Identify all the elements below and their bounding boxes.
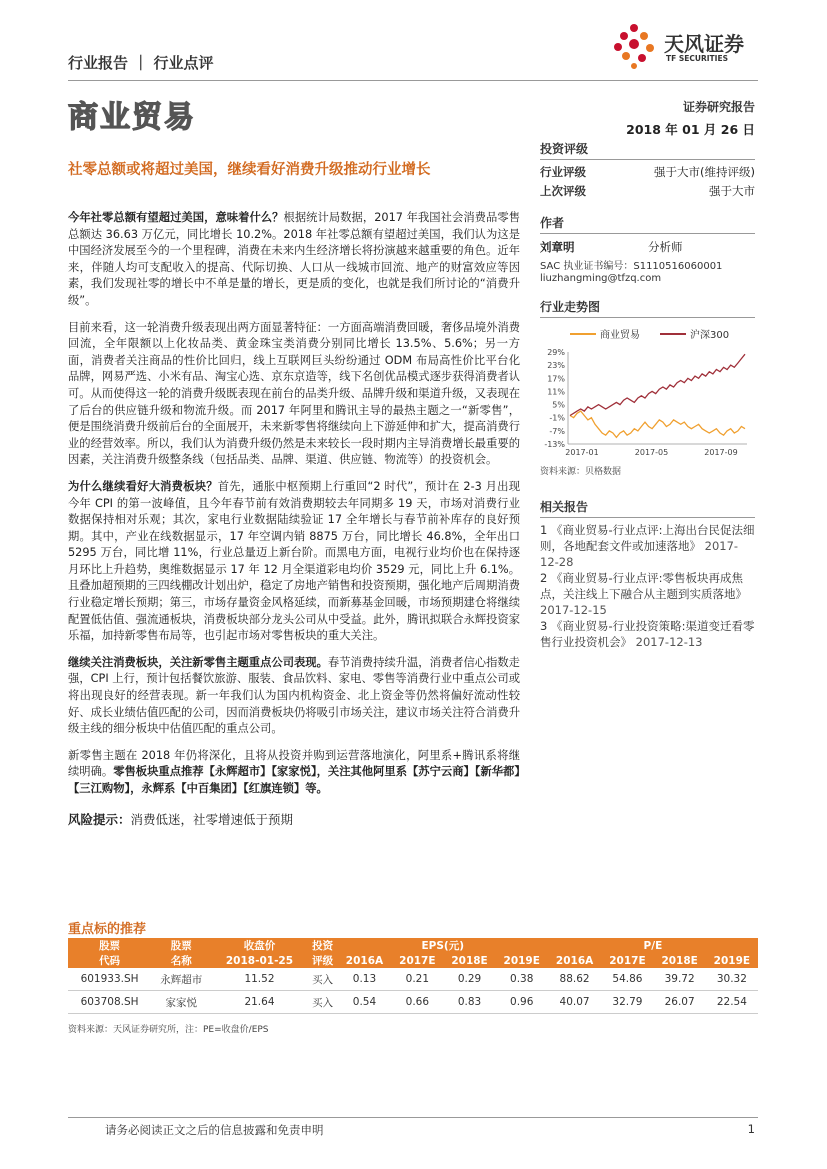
last-rating-label: 上次评级 [540, 184, 586, 198]
table-cell: 买入 [308, 968, 338, 991]
table-header: 2017E [391, 953, 443, 968]
industry-title: 商业贸易 [68, 100, 196, 135]
report-date: 2018 年 01 月 26 日 [626, 122, 755, 137]
body-text [68, 210, 520, 828]
table-cell: 601933.SH [68, 968, 151, 991]
trend-source: 资料来源：贝格数据 [540, 467, 622, 477]
author-line [540, 239, 755, 255]
related-section [540, 498, 755, 650]
table-cell: 40.07 [548, 991, 602, 1014]
y-tick-label: 29% [547, 348, 565, 357]
table-header: 投资 [308, 938, 338, 953]
table-cell: 30.32 [706, 968, 758, 991]
logo-subtext: TF SECURITIES [666, 54, 728, 63]
header-divider [68, 80, 758, 81]
table-row [68, 968, 758, 991]
report-type: 行业报告 ｜ 行业点评 [68, 54, 214, 72]
p4-lead: 继续关注消费板块，关注新零售主题重点公司表现。 [68, 655, 328, 669]
y-tick-label: 11% [547, 387, 565, 397]
rating-section [540, 140, 755, 199]
logo-text: 天风证券 [664, 32, 744, 56]
table-header: 股票 [68, 938, 151, 953]
y-tick-label: 5% [552, 400, 565, 410]
series-line [570, 354, 745, 415]
y-tick-label: 17% [547, 374, 565, 384]
related-item[interactable]: 1 《商业贸易-行业点评:上海出台民促法细则，各地配套文件或加速落地》 2017-12-28 [540, 523, 755, 569]
disclaimer: 请务必阅读正文之后的信息披露和免责申明 [105, 1123, 324, 1137]
p1-lead: 今年社零总额有望超过美国，意味着什么？ [68, 211, 284, 224]
table-header: 2017E [601, 953, 653, 968]
rating-title: 投资评级 [540, 140, 755, 160]
table-header: EPS(元) [338, 938, 548, 953]
trend-title: 行业走势图 [540, 298, 755, 318]
paragraph-5: 新零售主题在 2018 年仍将深化，且将从投资并购到运营落地演化，阿里系+腾讯系将继续明确。零售板块重点推荐【永辉超市】【家家悦】，关注其他阿里系【苏宁云商】【新华都】【三江购物】，永辉系【中百集团】【红旗连锁】等。 [68, 748, 520, 795]
table-header: 2018-01-25 [211, 953, 307, 968]
table-cell: 永辉超市 [151, 968, 211, 991]
table-title: 重点标的推荐 [68, 922, 147, 937]
author-cert: SAC 执业证书编号：S1110516060001 [540, 261, 723, 272]
table-row [68, 991, 758, 1014]
table-header: 股票 [151, 938, 211, 953]
x-tick-label: 2017-01 [565, 448, 599, 457]
last-rating-value: 强于大市 [709, 184, 755, 198]
footer-divider [68, 1117, 758, 1118]
paragraph-4: 继续关注消费板块，关注新零售主题重点公司表现。春节消费持续升温，消费者信心指数走强，CPI 上行，预计包括餐饮旅游、服装、食品饮料、家电、零售等消费行业中重点公司或将出现良好的经营表现。新一年我们认为国内机构资金、北上资金等仍然将偏好流动性较好、成长业绩估值匹配的公司，因而消费板块仍将吸引市场关注，建议市场关注符合消费升级主线的细分板块中估值匹配的重点公司。 [68, 655, 520, 736]
legend-label: 商业贸易 [600, 330, 640, 341]
table-cell: 26.07 [654, 991, 706, 1014]
table-header: 评级 [308, 953, 338, 968]
table-cell: 39.72 [654, 968, 706, 991]
table-cell: 0.38 [496, 968, 548, 991]
table-cell: 21.64 [211, 991, 307, 1014]
table-footnote: 资料来源：天风证券研究所，注：PE=收盘价/EPS [68, 1025, 269, 1035]
table-header-row-1 [68, 938, 758, 953]
table-header: 2018E [654, 953, 706, 968]
author-title: 作者 [540, 214, 755, 234]
related-item[interactable]: 2 《商业贸易-行业点评:零售板块再成焦点，关注线上下融合从主题到实质落地》 2017-12-15 [540, 571, 747, 617]
table-header: 2019E [706, 953, 758, 968]
table-cell: 88.62 [548, 968, 602, 991]
table-header: 2016A [548, 953, 602, 968]
trend-chart [540, 322, 755, 462]
table-cell: 0.66 [391, 991, 443, 1014]
table-header: 名称 [151, 953, 211, 968]
paragraph-3: 为什么继续看好大消费板块？首先，通胀中枢预期上行重回“2 时代”，预计在 2-3 月出现今年 CPI 的第一波峰值，且今年春节前有效消费期较去年同期多 19 天，市场对消费行业数据保持相对乐观；其次，家电行业数据陆续验证 17 全年增长与春节前补库存的良好预期。其中，产业在线数据显示，17 年空调内销 8875 万台，同比增长 46.8%，全年出口 5295 万台，同比增 11%，行业总量迈上新台阶。而黑电方面，电视行业均价也在保持逐月环比上升趋势，奥维数据显示 17 年 12 月全渠道彩电均价 3529 元，同比上升 6.1%。且叠加超预期的三四线棚改计划出炉，稳定了房地产销售和投资预期，强化地产后周期消费行业稳定增长预期；第三，市场存量资金风格延续，而新募基金回暖，市场预期建仓将继续配置低估值、强流通板块，消费板块部分龙头公司从中受益。此外，腾讯拟联合永辉投资家乐福，加持新零售布局等，也引起市场对零售板块的重大关注。 [68, 479, 520, 643]
risk-warning: 风险提示：消费低迷，社零增速低于预期 [68, 811, 294, 827]
table-header: P/E [548, 938, 758, 953]
author-email[interactable]: liuzhangming@tfzq.com [540, 273, 662, 284]
x-tick-label: 2017-05 [634, 448, 669, 457]
x-tick-label: 2017-09 [704, 448, 738, 457]
logo-mark-icon [610, 22, 660, 70]
table-header: 2016A [338, 953, 392, 968]
table-cell: 买入 [308, 991, 338, 1014]
y-tick-label: -7% [549, 426, 565, 436]
table-cell: 54.86 [601, 968, 653, 991]
stock-table [68, 938, 758, 1014]
table-cell: 0.21 [391, 968, 443, 991]
y-tick-label: -1% [549, 413, 565, 423]
table-header-row-2 [68, 953, 758, 968]
author-name: 刘章明 [540, 240, 575, 254]
table-cell: 0.96 [496, 991, 548, 1014]
page-number: 1 [747, 1122, 755, 1136]
table-cell: 家家悦 [151, 991, 211, 1014]
table-header: 2018E [443, 953, 495, 968]
related-list [540, 522, 755, 650]
trend-section [540, 298, 755, 477]
related-item[interactable]: 3 《商业贸易-行业投资策略:渠道变迁看零售行业投资机会》 2017-12-13 [540, 619, 755, 649]
p3-lead: 为什么继续看好大消费板块？ [68, 479, 218, 493]
rating-row [540, 164, 755, 180]
rating-label: 行业评级 [540, 165, 586, 179]
author-role: 分析师 [648, 240, 683, 254]
series-line [570, 411, 745, 437]
table-cell: 11.52 [211, 968, 307, 991]
table-cell: 0.29 [443, 968, 495, 991]
paragraph-2: 目前来看，这一轮消费升级表现出两方面显著特征：一方面高端消费回暖，奢侈品境外消费回流，全年限额以上化妆品类、黄金珠宝类消费分别同比增长 13.5%、5.6%；另一方面，消费者关注商品的性价比回归，线上互联网巨头纷纷通过 ODM 布局高性价比平台化品牌，网易严选、小米有品、淘宝心选、京东京造等，线下名创优品模式逐步获得消费者认可。从而使得这一轮的消费升级既表现在前台的品类升级、品牌升级和渠道升级，又表现在了后台的供应链升级和物流升级。而 2017 年阿里和腾讯主导的最热主题之一“新零售”，便是围绕消费升级前后台的全面展开，未来新零售将继续向上下游延伸和扩大，提高消费行业的经营效率。所以，我们认为消费升级仍然是未来较长一段时期内主导消费增长最重要的因素，关注消费升级整条线（包括品类、品牌、渠道、供应链、物流等）的投资机会。 [68, 320, 520, 467]
legend-label: 沪深300 [690, 330, 730, 341]
table-header: 代码 [68, 953, 151, 968]
table-cell: 0.13 [338, 968, 392, 991]
company-logo [610, 22, 744, 74]
table-cell: 32.79 [601, 991, 653, 1014]
rating-value: 强于大市(维持评级) [654, 165, 755, 179]
table-cell: 603708.SH [68, 991, 151, 1014]
research-label: 证券研究报告 [682, 100, 755, 114]
table-cell: 0.54 [338, 991, 392, 1014]
table-cell: 0.83 [443, 991, 495, 1014]
last-rating-row [540, 183, 755, 199]
table-header: 收盘价 [211, 938, 307, 953]
table-cell: 22.54 [706, 991, 758, 1014]
p5-recommend: 零售板块重点推荐【永辉超市】【家家悦】，关注其他阿里系【苏宁云商】【新华都】【三江购物】，永辉系【中百集团】【红旗连锁】等。 [68, 765, 520, 795]
author-section [540, 214, 755, 284]
y-tick-label: -13% [544, 440, 565, 449]
table-header: 2019E [496, 953, 548, 968]
paragraph-1: 今年社零总额有望超过美国，意味着什么？根据统计局数据，2017 年我国社会消费品零售总额达 36.63 万亿元，同比增长 10.2%。2018 年社零总额有望超过美国，我们认为这是中国经济发展至今的一个里程碑，消费在未来内生经济增长将扮演越来越重要的角色。近年来，伴随人均可支配收入的提高、代际切换、人口从一线城市回流、地产的财富效应等因素，我们发现社零的增长中不单是量的增长，更是质的变化，也就是我们所讨论的“消费升级”。 [68, 211, 520, 307]
headline: 社零总额或将超过美国，继续看好消费升级推动行业增长 [68, 162, 431, 178]
y-tick-label: 23% [547, 361, 565, 371]
related-title: 相关报告 [540, 498, 755, 518]
